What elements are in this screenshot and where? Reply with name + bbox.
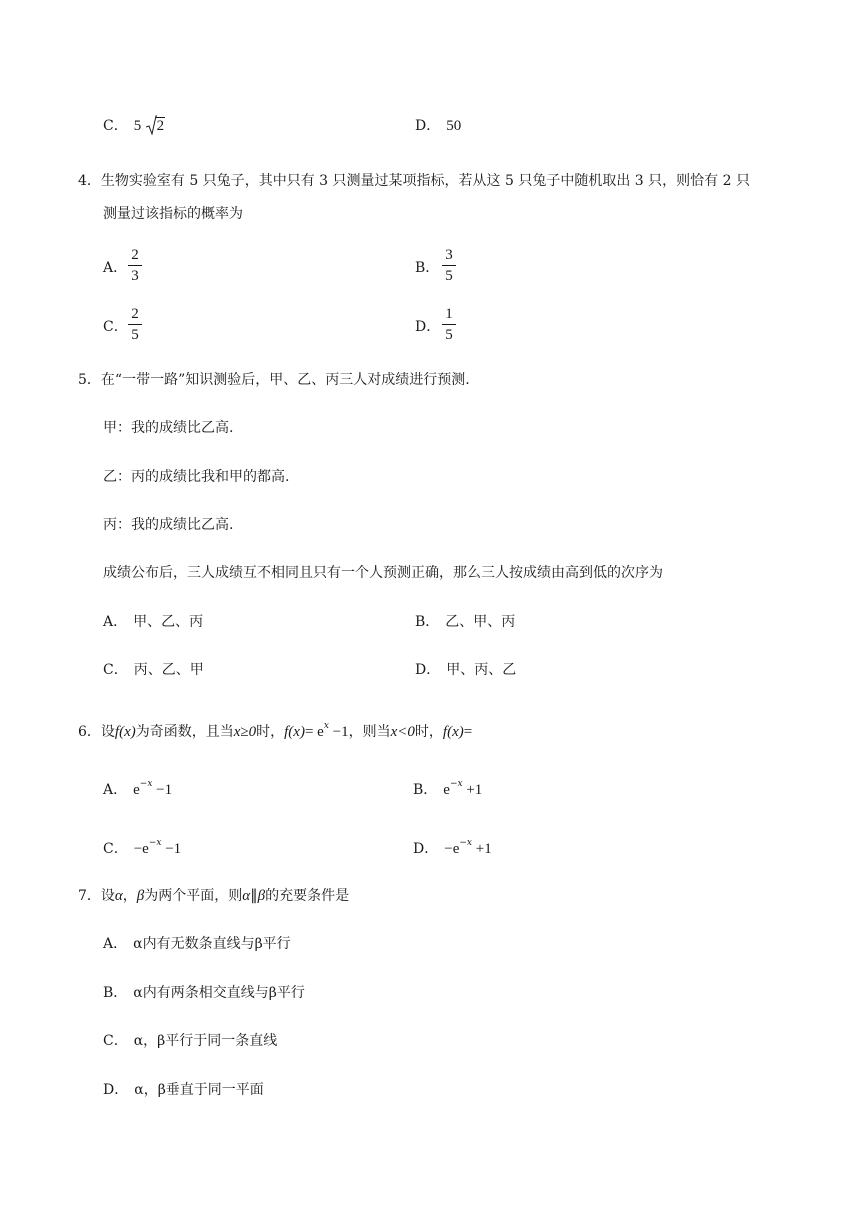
question-text: 的充要条件是 (265, 888, 350, 904)
option-expr-tail: +1 (471, 841, 492, 857)
option-text: α，β平行于同一条直线 (133, 1033, 278, 1049)
option-label: C． (103, 1033, 128, 1049)
option-expr: −e (444, 841, 460, 857)
option-label: B． (413, 782, 438, 798)
question-text: 时， (256, 724, 285, 740)
question-number: 6． (78, 724, 101, 740)
q5-stem (78, 370, 470, 390)
function-expr: f(x) (114, 724, 136, 740)
parallel-symbol: ∥ (250, 888, 258, 904)
equals-sign: = (463, 724, 473, 740)
radicand: 2 (156, 118, 165, 134)
question-text: 设 (100, 724, 115, 740)
q5-statement-jia: 甲：我的成绩比乙高. (103, 420, 234, 436)
question-text: 生物实验室有 5 只兔子，其中只有 3 只测量过某项指标，若从这 5 只兔子中随机取出 3 只，则恰有 2 只 (100, 173, 750, 189)
numerator: 2 (131, 306, 139, 322)
equals-exp: = e (304, 724, 324, 740)
option-text: α内有无数条直线与β平行 (133, 936, 291, 952)
q5-option-d (415, 660, 516, 680)
option-text: α内有两条相交直线与β平行 (133, 985, 305, 1001)
numerator: 1 (445, 306, 453, 322)
option-text: α，β垂直于同一平面 (134, 1082, 264, 1098)
option-label: D． (413, 841, 439, 857)
exponent: −x (148, 838, 162, 848)
option-label: D． (415, 319, 441, 335)
option-expr-tail: −1 (161, 841, 182, 857)
q7-option-a (103, 934, 291, 954)
option-label: A． (103, 782, 128, 798)
question-text: ，则当 (348, 724, 391, 740)
q3-option-d (415, 116, 461, 136)
denominator: 5 (445, 268, 453, 284)
option-expr: e (443, 782, 450, 798)
option-label: D． (415, 662, 441, 678)
coefficient: 5 (133, 118, 142, 134)
question-text: 为奇函数，且当 (135, 724, 234, 740)
q7-option-d (103, 1080, 264, 1100)
option-text: 乙、甲、丙 (445, 614, 516, 630)
option-expr-tail: +1 (462, 782, 483, 798)
option-label: A． (103, 936, 128, 952)
radical-sign-icon (146, 115, 157, 135)
question-text: 为两个平面，则 (144, 888, 243, 904)
option-text: 甲、丙、乙 (446, 662, 517, 678)
exponent: −x (139, 779, 153, 789)
option-label: D． (103, 1082, 129, 1098)
q5-statement-bing: 丙：我的成绩比乙高. (103, 517, 234, 533)
q3-option-c (103, 116, 165, 136)
option-text: 50 (446, 118, 462, 134)
question-text: 在“一带一路”知识测验后，甲、乙、丙三人对成绩进行预测. (100, 372, 470, 388)
question-text: 设 (100, 888, 115, 904)
condition-expr: x<0 (390, 724, 415, 740)
exponent: −x (449, 779, 463, 789)
option-expr: −e (133, 841, 149, 857)
q4-option-b (415, 258, 445, 278)
beta-symbol: β (257, 888, 266, 904)
numerator: 3 (445, 247, 453, 263)
q6-option-b (413, 774, 482, 800)
function-expr: f(x) (284, 724, 305, 740)
exponent: −x (459, 838, 472, 848)
option-label: B． (415, 614, 440, 630)
fraction (128, 305, 142, 344)
option-expr: e (133, 782, 140, 798)
q6-option-c (103, 833, 181, 859)
q7-option-b (103, 983, 305, 1003)
question-text: 时， (414, 724, 443, 740)
option-text: 丙、乙、甲 (133, 662, 204, 678)
q4-stem-line1 (78, 171, 750, 191)
option-label: C． (103, 841, 128, 857)
q5-statement-yi: 乙：丙的成绩比我和甲的都高. (103, 469, 290, 485)
alpha-symbol: α (242, 888, 251, 904)
q7-stem (78, 886, 349, 906)
alpha-symbol: α (114, 888, 123, 904)
comma: ， (122, 888, 137, 904)
fraction (128, 246, 142, 285)
option-label: A． (103, 614, 128, 630)
q6-option-d (413, 833, 492, 859)
option-label: D． (415, 118, 441, 134)
fraction (442, 305, 456, 344)
q5-option-a (103, 612, 203, 632)
option-label: B． (103, 985, 128, 1001)
option-expr-tail: −1 (152, 782, 173, 798)
q5-option-c (103, 660, 204, 680)
q4-stem-line2: 测量过该指标的概率为 (103, 206, 243, 222)
function-expr: f(x) (442, 724, 464, 740)
denominator: 5 (131, 327, 139, 343)
condition-expr: x≥0 (233, 724, 257, 740)
option-text: 甲、乙、丙 (133, 614, 204, 630)
option-label: C． (103, 319, 128, 335)
q5-option-b (415, 612, 515, 632)
sqrt-expression (146, 116, 166, 136)
option-label: B． (415, 260, 440, 276)
denominator: 3 (131, 268, 139, 284)
minus-one: −1 (328, 724, 349, 740)
option-label: A． (103, 260, 128, 276)
question-number: 7． (78, 888, 101, 904)
q6-stem (78, 716, 472, 742)
q6-option-a (103, 774, 172, 800)
beta-symbol: β (136, 888, 145, 904)
q7-option-c (103, 1031, 277, 1051)
fraction (442, 246, 456, 285)
question-number: 4． (78, 173, 101, 189)
option-label: C． (103, 118, 128, 134)
question-number: 5． (78, 372, 101, 388)
q5-condition: 成绩公布后，三人成绩互不相同且只有一个人预测正确，那么三人按成绩由高到低的次序为 (103, 565, 663, 581)
denominator: 5 (445, 327, 453, 343)
option-label: C． (103, 662, 128, 678)
exponent: x (323, 721, 329, 731)
numerator: 2 (131, 247, 139, 263)
